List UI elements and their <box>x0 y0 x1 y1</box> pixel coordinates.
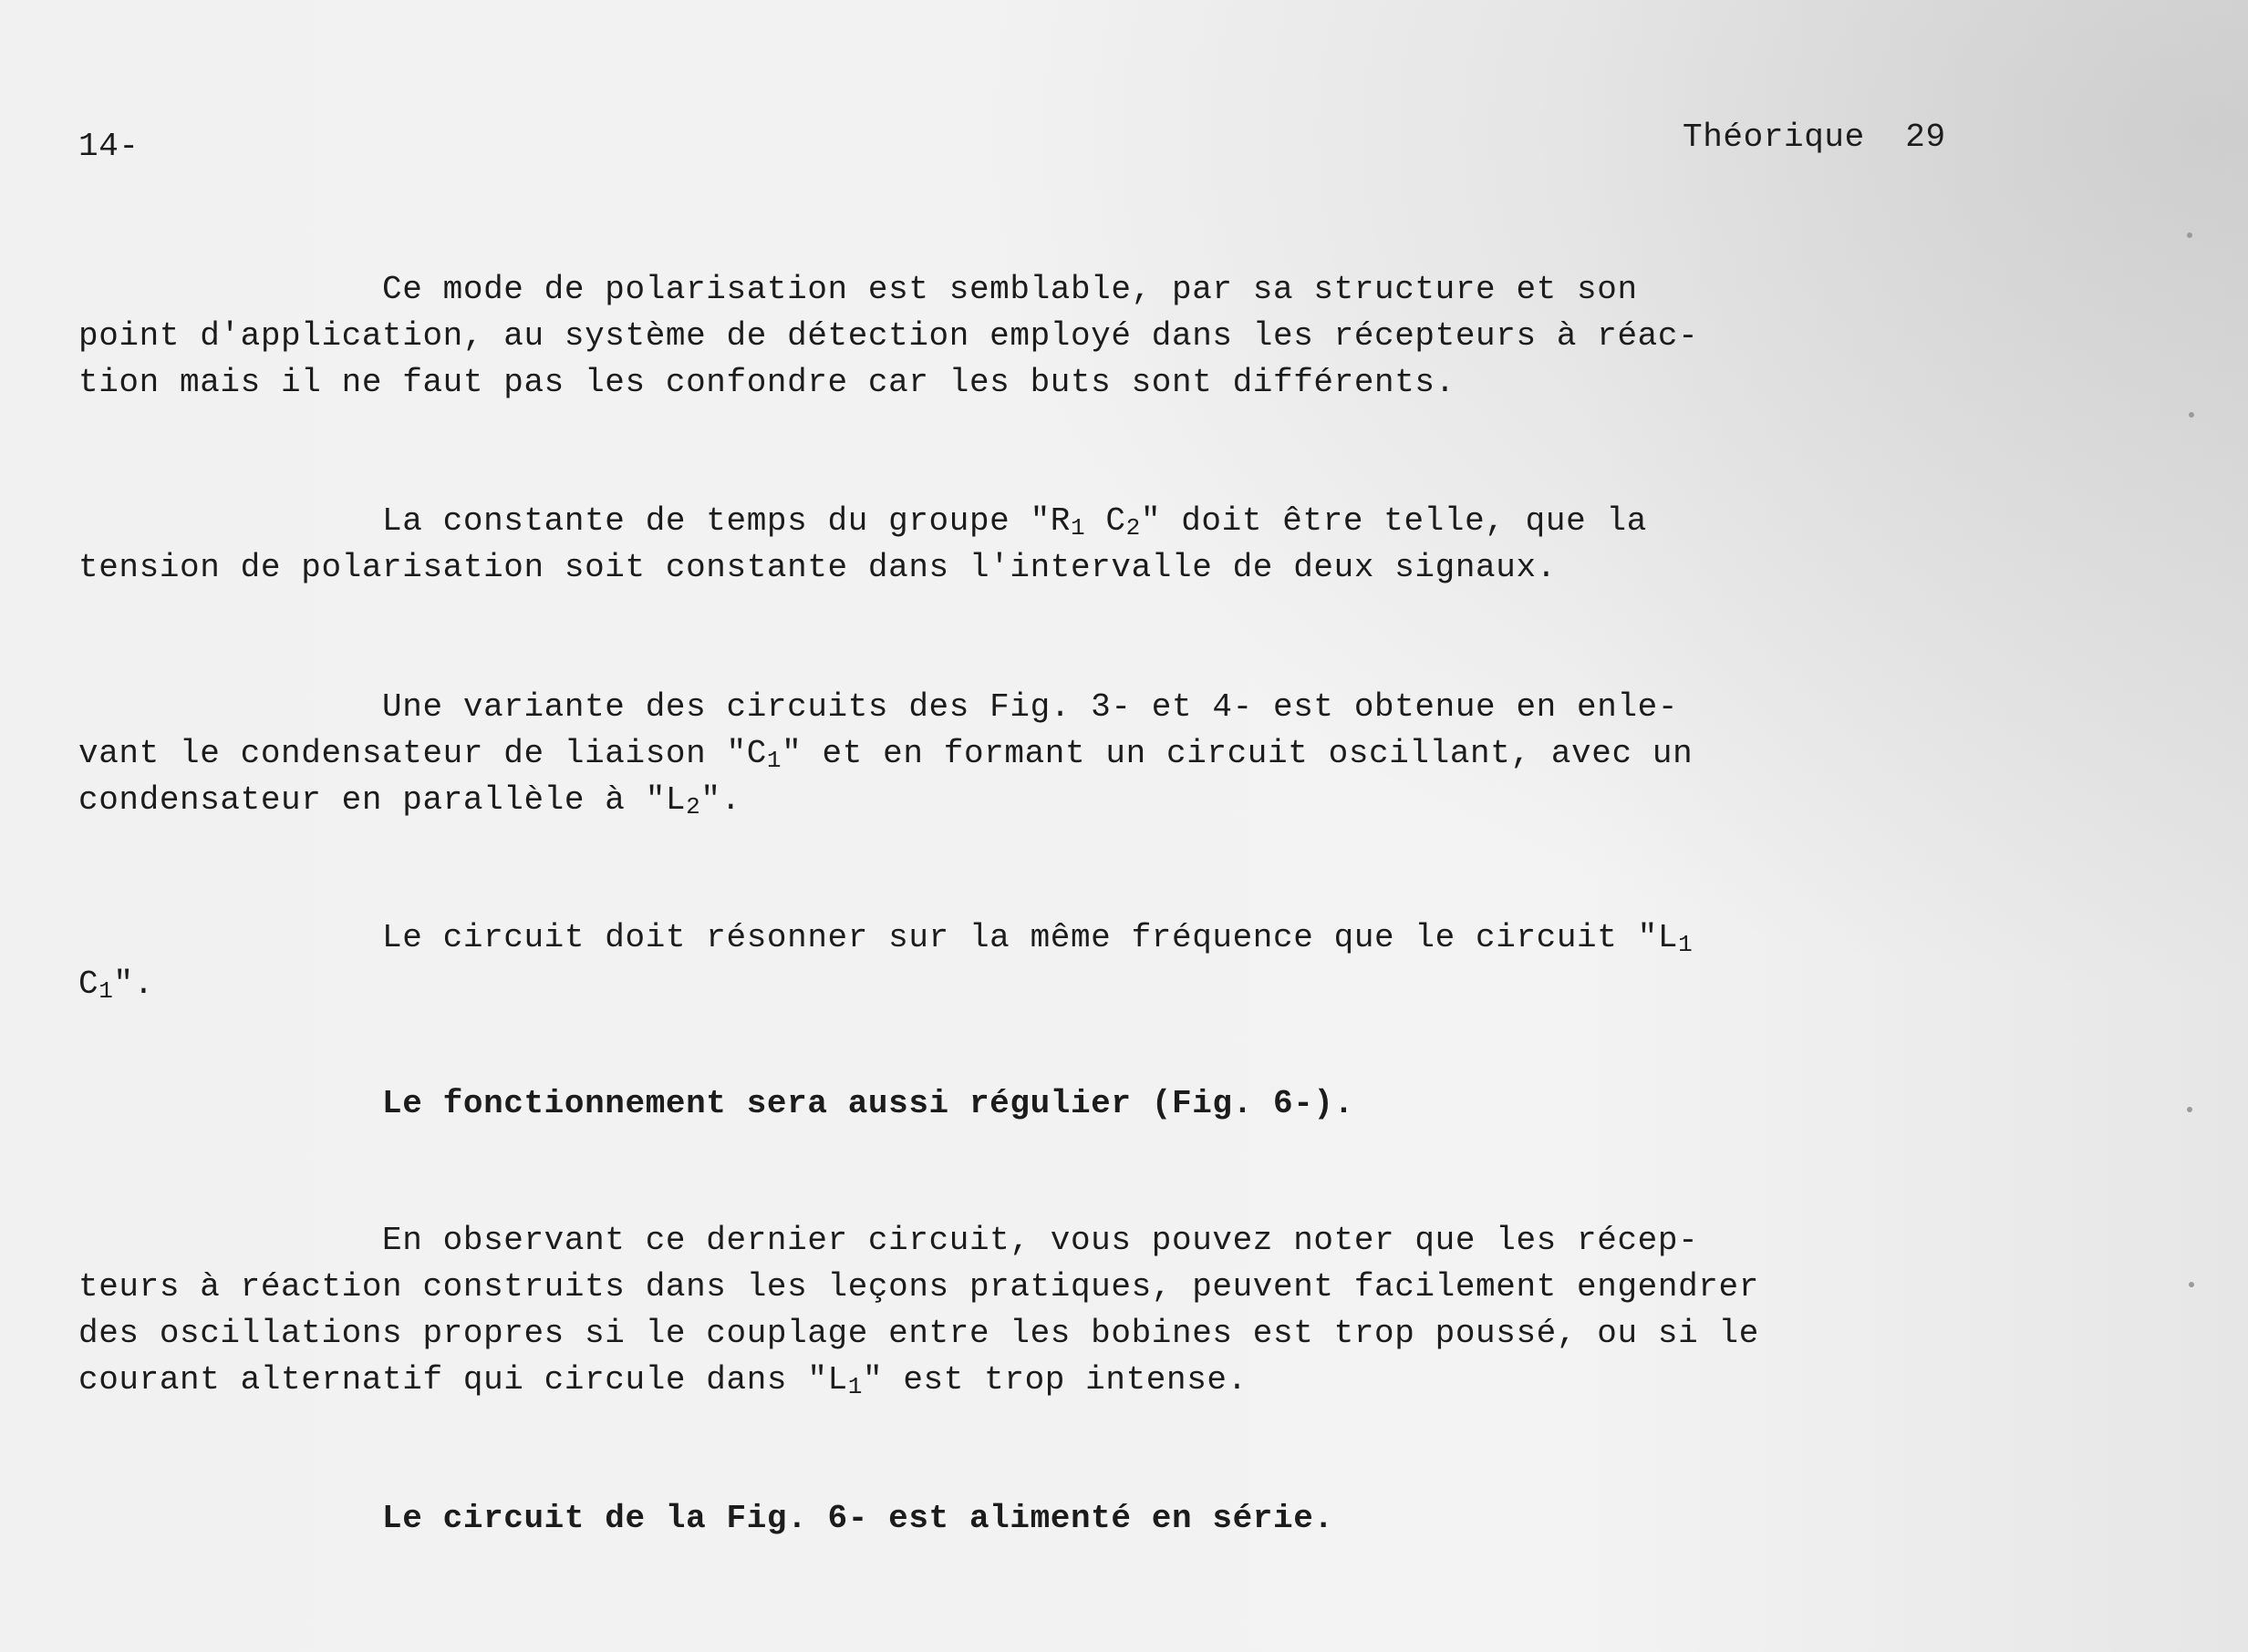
text-segment: condensateur en parallèle à "L <box>78 781 687 819</box>
paragraph-3 <box>78 684 1693 823</box>
text-segment: Le circuit de la Fig. 6- est alimenté en série. <box>78 1500 1334 1537</box>
subscript: 1 <box>847 1373 863 1400</box>
paragraph-2 <box>78 498 1647 591</box>
page-number: 14- <box>78 128 140 165</box>
text-segment: point d'application, au système de détection employé dans les récepteurs à réac- <box>78 317 1699 355</box>
text-segment: tension de polarisation soit constante dans l'intervalle de deux signaux. <box>78 549 1557 586</box>
scan-speck <box>2189 412 2194 418</box>
text-line <box>78 777 1693 823</box>
text-line <box>78 730 1693 777</box>
subscript: 2 <box>686 793 701 821</box>
scan-speck <box>2187 1107 2192 1112</box>
text-line <box>78 498 1647 544</box>
text-line <box>78 359 1698 406</box>
text-line <box>78 1264 1759 1310</box>
section-title: Théorique <box>1683 119 1865 156</box>
text-segment: teurs à réaction construits dans les leçons pratiques, peuvent facilement engendrer <box>78 1268 1759 1306</box>
text-line <box>78 1217 1759 1264</box>
section-number: 29 <box>1905 119 1946 156</box>
text-line <box>78 1495 1334 1542</box>
text-segment: vant le condensateur de liaison "C <box>78 735 767 772</box>
text-segment: courant alternatif qui circule dans "L <box>78 1361 848 1399</box>
text-line <box>78 914 1693 961</box>
text-segment: " et en formant un circuit oscillant, avec un <box>782 735 1694 772</box>
paragraph-5 <box>78 1080 1354 1127</box>
text-segment: ". <box>700 781 741 819</box>
text-segment: Ce mode de polarisation est semblable, par sa structure et son <box>78 271 1638 308</box>
scan-speck <box>2189 1282 2194 1287</box>
text-segment: En observant ce dernier circuit, vous pouvez noter que les récep- <box>78 1222 1699 1259</box>
paragraph-4 <box>78 914 1693 1007</box>
subscript: 1 <box>98 977 114 1005</box>
subscript: 1 <box>766 747 782 774</box>
text-segment: La constante de temps du groupe "R <box>78 502 1071 540</box>
scan-speck <box>2187 232 2192 238</box>
paragraph-7 <box>78 1495 1334 1542</box>
text-line <box>78 1357 1759 1403</box>
text-line <box>78 1080 1354 1127</box>
text-segment: des oscillations propres si le couplage entre les bobines est trop poussé, ou si le <box>78 1315 1759 1352</box>
subscript: 1 <box>1678 931 1694 958</box>
text-segment: C <box>1085 502 1126 540</box>
text-segment: " est trop intense. <box>862 1361 1248 1399</box>
page-header-right <box>1683 119 1946 156</box>
text-segment: Une variante des circuits des Fig. 3- et 4- est obtenue en enle- <box>78 688 1679 726</box>
paragraph-6 <box>78 1217 1759 1403</box>
text-line <box>78 684 1693 730</box>
text-segment: " doit être telle, que la <box>1140 502 1647 540</box>
subscript: 1 <box>1070 514 1086 542</box>
text-line <box>78 1310 1759 1357</box>
text-segment: Le fonctionnement sera aussi régulier (Fig. 6-). <box>78 1085 1354 1122</box>
text-segment: C <box>78 965 99 1003</box>
text-line <box>78 961 1693 1007</box>
paragraph-1 <box>78 266 1698 406</box>
subscript: 2 <box>1125 514 1141 542</box>
text-line <box>78 266 1698 313</box>
text-line <box>78 313 1698 359</box>
text-line <box>78 544 1647 591</box>
text-segment: Le circuit doit résonner sur la même fréquence que le circuit "L <box>78 919 1679 956</box>
text-segment: tion mais il ne faut pas les confondre car les buts sont différents. <box>78 364 1456 401</box>
text-segment: ". <box>113 965 154 1003</box>
